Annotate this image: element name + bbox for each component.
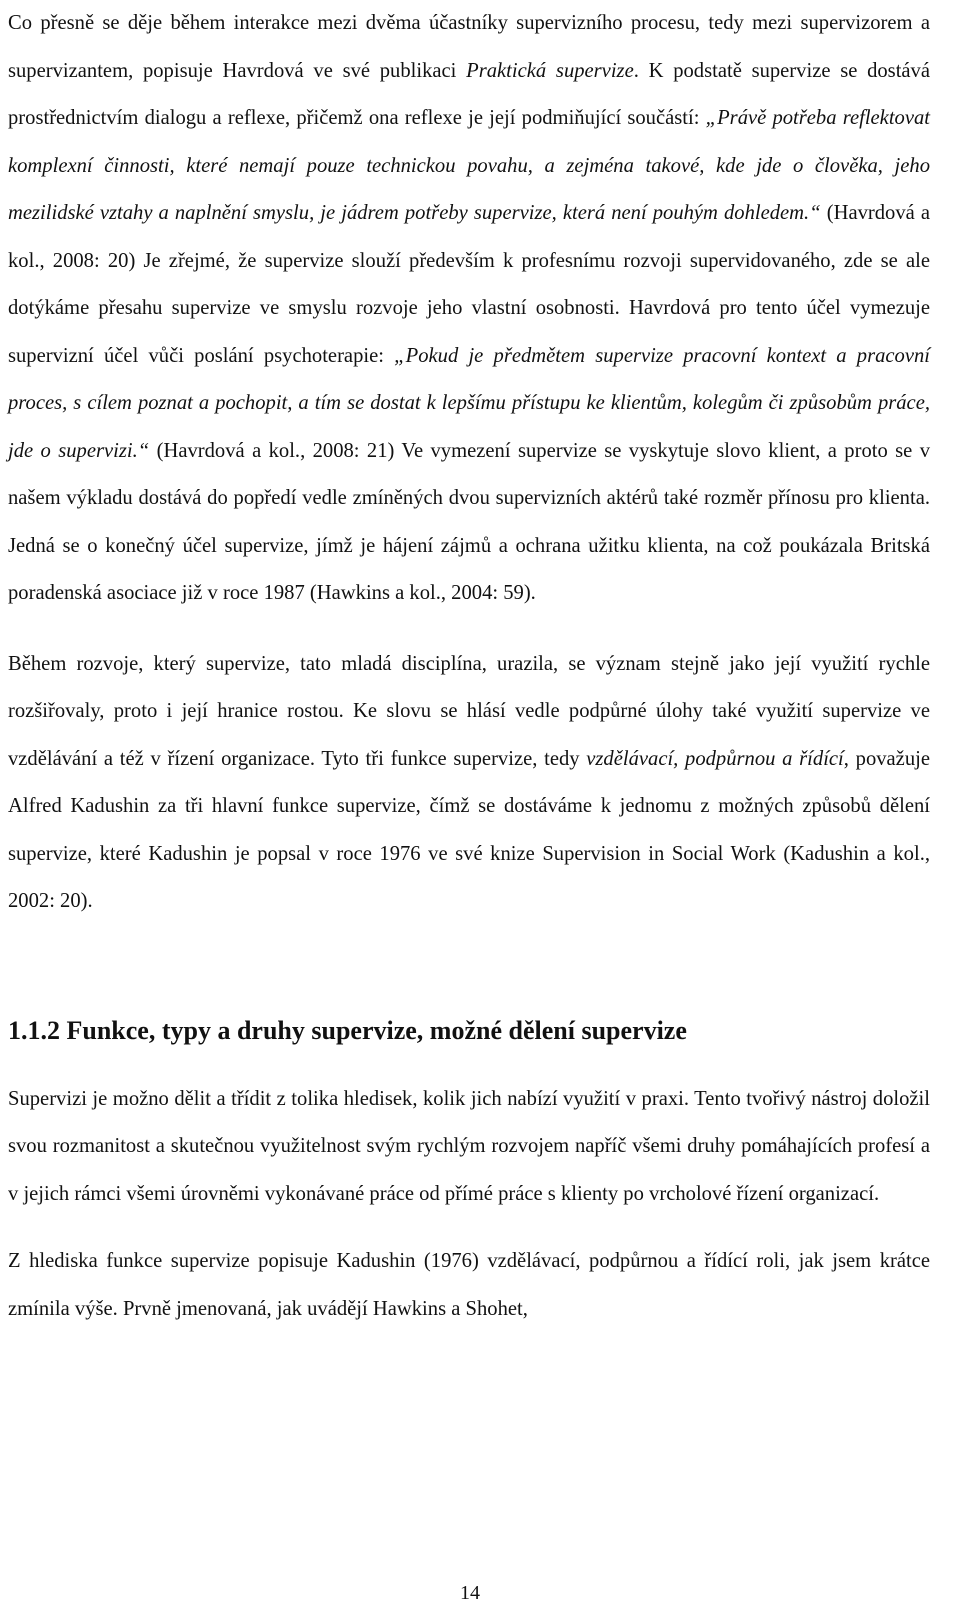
paragraph-kadushin-roles: Z hlediska funkce supervize popisuje Kadushin (1976) vzdělávací, podpůrnou a řídící roli, jak jsem krátce zmínila výše. Prvně jmenovaná, jak uvádějí Hawkins a Shohet, — [8, 1250, 930, 1320]
text-segment: . K podstatě supervize se dostává prostřednictvím dialogu a reflexe, přičemž ona reflexe je její podmiňující součástí: — [8, 59, 930, 129]
publication-title: Praktická supervize — [466, 59, 634, 82]
text-segment: Během rozvoje, který supervize, tato mladá disciplína, urazila, se význam stejně jako její využití rychle rozšiřovaly, proto i její hranice rostou. Ke slovu se hlásí vedle podpůrné úlohy také využití supervize ve vzdělávání a též v řízení organizace. Tyto tři funkce supervize, tedy — [8, 652, 930, 770]
page-number: 14 — [460, 1582, 480, 1604]
paragraph-kadushin-functions — [8, 641, 930, 926]
text-segment: (Kadushin a kol., 2002: 20). — [8, 842, 930, 912]
text-segment: , považuje Alfred Kadushin za tři hlavní funkce supervize, čímž se dostáváme k jednomu z možných způsobů dělení supervize, které Kadushin je popsal v roce 1976 ve své knize — [8, 747, 930, 865]
book-title: Supervision in Social Work — [542, 842, 776, 865]
quotation-supervize: „Pokud je předmětem supervize pracovní kontext a pracovní proces, s cílem poznat a pochopit, a tím se dostat k lepšímu přístupu ke klientům, kolegům či způsobům práce, jde o supervizi.“ — [8, 344, 931, 462]
paragraph-havrdova-dialogue — [8, 0, 930, 618]
quotation-reflexe: „Právě potřeba reflektovat komplexní činnosti, které nemají pouze technickou povahu, a zejména takové, kde jde o člověka, jeho mezilidské vztahy a naplnění smyslu, je jádrem potřeby supervize, která není pouhým dohledem.“ — [8, 107, 930, 224]
text-segment: (Havrdová a kol., 2008: 20) Je zřejmé, že supervize slouží především k profesnímu rozvoji supervidovaného, zde se ale dotýkáme přesahu supervize ve smyslu rozvoje jeho vlastní osobnosti. Havrdová pro tento účel vymezuje supervizní účel vůči poslání psychoterapie: — [8, 202, 930, 367]
paragraph-classification: Supervizi je možno dělit a třídit z tolika hledisek, kolik jich nabízí využití v praxi. Tento tvořivý nástroj doložil svou rozmanitost a skutečnou využitelnost svým rychlým rozvojem napříč všemi druhy pomáhajících profesí a v jejich rámci všemi úrovněmi vykonávané práce od přímé práce s klienty po vrcholové řízení organizací. — [8, 1087, 930, 1205]
text-segment: (Havrdová a kol., 2008: 21) Ve vymezení supervize se vyskytuje slovo klient, a proto se v našem výkladu dostává do popředí vedle zmíněných dvou supervizních aktérů také rozměr přínosu pro klienta. Jedná se o konečný účel supervize, jímž je hájení zájmů a ochrana užitku klienta, na což poukázala Britská poradenská asociace již v roce 1987 (Hawkins a kol., 2004: 59). — [8, 439, 930, 604]
text-segment: Co přesně se děje během interakce mezi dvěma účastníky supervizního procesu, tedy mezi supervizorem a supervizantem, popisuje Havrdová ve své publikaci — [8, 12, 930, 82]
document-page — [8, 0, 930, 1333]
section-heading: 1.1.2 Funkce, typy a druhy supervize, možné dělení supervize — [8, 1015, 687, 1045]
italic-functions: vzdělávací, podpůrnou a řídící — [586, 747, 844, 770]
